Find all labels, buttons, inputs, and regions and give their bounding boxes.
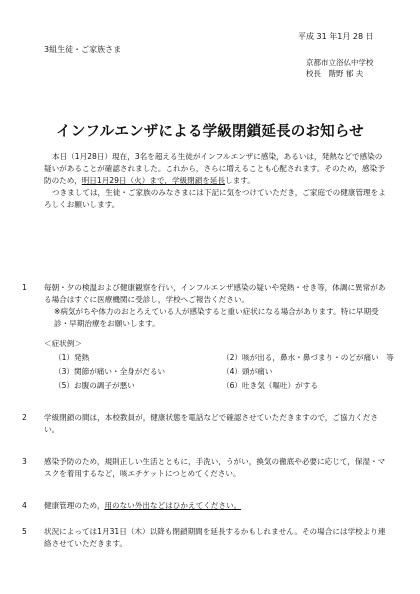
- symptom-item: （2）咳が出る，鼻水・鼻づまり・のどが痛い 等: [222, 353, 394, 362]
- item-text-a: 健康管理のため，: [44, 501, 105, 510]
- item-number: 3: [22, 457, 27, 466]
- page-title: インフルエンザによる学級閉鎖延長のお知らせ: [56, 124, 364, 140]
- item-note: ※病気がちや体力のおとろえている人が感染すると重い症状になる場合があります。特に早期受診・早期治療をお願いします。: [54, 307, 379, 328]
- intro-paragraph: [44, 151, 388, 211]
- instruction-list: [22, 282, 392, 570]
- intro-line-2: [44, 187, 388, 211]
- symptom-grid: [44, 352, 392, 392]
- symptom-examples: [44, 338, 392, 392]
- item-text: 学級閉鎖の間は，本校教員が，健康状態を電話などで確認させていただきますので，ご協力ください。: [44, 413, 378, 434]
- stay-home-notice: 用のない外出などはひかえてください。: [104, 501, 242, 510]
- principal-name: 校長 階野 郁 夫: [306, 69, 364, 78]
- item-number: 5: [22, 527, 27, 536]
- symptom-item: （3）関節が痛い・全身がだるい: [54, 367, 166, 376]
- school-name: 京都市立浴仏中学校: [306, 58, 374, 67]
- item-text: 状況によっては1月31日（木）以降も閉鎖期間を延長するかもしれません。その場合には学校より連絡させていただきます。: [44, 527, 386, 548]
- item-number: 4: [22, 501, 27, 510]
- list-item: [22, 412, 392, 436]
- item-text: 毎朝・夕の検温および健康観察を行い，インフルエンザ感染の疑いや発熱・せき等，体調に異常がある場合はすぐに医療機関に受診し，学校へご報告ください。: [44, 283, 386, 304]
- list-item: [22, 282, 392, 392]
- symptom-item: （4）頭が痛い: [222, 367, 273, 376]
- item-text: [44, 500, 392, 512]
- closure-extension-notice: 明日1月29日（火）まで，学級閉鎖を延長: [81, 176, 226, 185]
- item-number: 1: [22, 283, 27, 292]
- list-item: [22, 456, 392, 480]
- symptom-item: （6）吐き気（嘔吐）がする: [222, 381, 318, 390]
- issuer-block: [306, 57, 374, 79]
- symptom-item: （1）発熱: [54, 353, 90, 362]
- issue-date: 平成 31 年1月 28 日: [298, 32, 374, 41]
- item-number: 2: [22, 413, 27, 422]
- symptom-item: （5）お腹の調子が悪い: [54, 381, 135, 390]
- list-item: [22, 526, 392, 550]
- list-item: [22, 500, 392, 512]
- addressee: 3組生徒・ご家族さま: [44, 45, 122, 54]
- item-text: 感染予防のため，規則正しい生活とともに，手洗い，うがい，換気の徹底や必要に応じて，保湿・マスクを着用するなど，咳エチケットにつとめてください。: [44, 457, 386, 478]
- intro-text-2: つきましては，生徒・ご家族のみなさまには下記に気をつけていただき，ご家庭での健康管理をよろしくお願いします。: [44, 188, 386, 209]
- intro-line-1: [44, 151, 388, 187]
- intro-text-b: します。: [225, 176, 255, 185]
- intro-text-a: 本日（1月28日）現在，3名を超える生徒がインフルエンザに感染，あるいは，発熱などで感染の疑いがあることが確認されました。これから，さらに増えることも心配されます。そのため，感染予防のため，: [44, 152, 385, 185]
- symptom-heading: ＜症状例＞: [44, 339, 82, 348]
